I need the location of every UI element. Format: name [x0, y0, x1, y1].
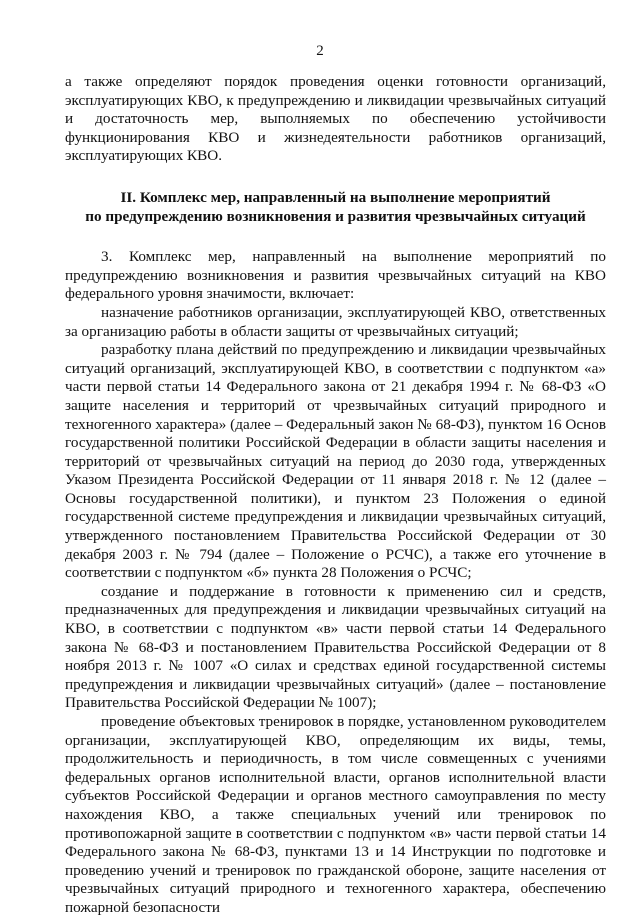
document-body [65, 73, 606, 918]
page-number: 2 [316, 43, 324, 59]
paragraph-forces-readiness: создание и поддержание в готовности к применению сил и средств, предназначенных для предупреждения и ликвидации чрезвычайных ситуаций на КВО, в соответствии с подпунктом «в» части первой статьи 14 Федерального закона № 68-ФЗ и постановлением Правительства Российской Федерации от 8 ноября 2013 г. № 1007 «О силах и средствах единой государственной системы предупреждения и ликвидации чрезвычайных ситуаций» (далее – постановление Правительства Российской Федерации № 1007); [65, 582, 606, 712]
section-heading [65, 189, 606, 226]
section-heading-line-1: II. Комплекс мер, направленный на выполнение мероприятий [120, 188, 551, 206]
paragraph-responsible-staff: назначение работников организации, эксплуатирующей КВО, ответственных за организацию работы в области защиты от чрезвычайных ситуаций; [65, 303, 606, 340]
paragraph-continuation: а также определяют порядок проведения оценки готовности организаций, эксплуатирующих КВО, к предупреждению и ликвидации чрезвычайных ситуаций и достаточность мер, выполняемых по обеспечению устойчивости функционирования КВО и жизнедеятельности работников организаций, эксплуатирующих КВО. [65, 73, 606, 165]
section-heading-line-2: по предупреждению возникновения и развития чрезвычайных ситуаций [85, 207, 586, 225]
paragraph-trainings: проведение объектовых тренировок в порядке, установленном руководителем организации, эксплуатирующей КВО, определяющим их виды, темы, продолжительность и периодичность, в том числе совмещенных с учениями федеральных органов исполнительной власти, органов исполнительной власти субъектов Российской Федерации и органов местного самоуправления по месту нахождения КВО, а также специальных учений или тренировок по противопожарной защите в соответствии с подпунктом «в» части первой статьи 14 Федерального закона № 68-ФЗ, пунктами 13 и 14 Инструкции по подготовке и проведению учений и тренировок по гражданской обороне, защите населения от чрезвычайных ситуаций природного и техногенного характера, обеспечению пожарной безопасности [65, 713, 606, 916]
paragraph-action-plan: разработку плана действий по предупреждению и ликвидации чрезвычайных ситуаций организаций, эксплуатирующей КВО, в соответствии с подпунктом «а» части первой статьи 14 Федерального закона от 21 декабря 1994 г. № 68-ФЗ «О защите населения и территорий от чрезвычайных ситуаций природного и техногенного характера» (далее – Федеральный закон № 68-ФЗ), пунктом 16 Основ государственной политики Российской Федерации в области защиты населения и территорий от чрезвычайных ситуаций на период до 2030 года, утвержденных Указом Президента Российской Федерации от 11 января 2018 г. № 12 (далее – Основы государственной политики), и пунктом 23 Положения о единой государственной системе предупреждения и ликвидации чрезвычайных ситуаций, утвержденного постановлением Правительства Российской Федерации от 30 декабря 2003 г. № 794 (далее – Положение о РСЧС), а также его уточнение в соответствии с подпунктом «б» пункта 28 Положения о РСЧС; [65, 341, 606, 582]
paragraph-item-3: 3. Комплекс мер, направленный на выполнение мероприятий по предупреждению возникновения и развития чрезвычайных ситуаций на КВО федерального уровня значимости, включает: [65, 248, 606, 303]
